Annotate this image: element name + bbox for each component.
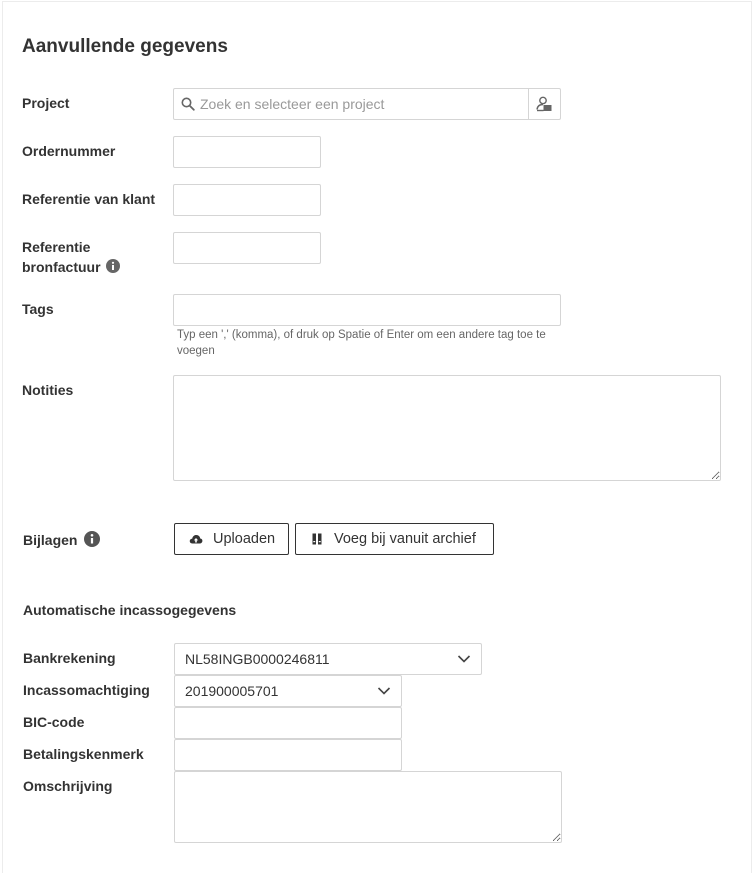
tags-label: Tags [22,301,54,317]
incasso-section-title: Automatische incassogegevens [23,602,237,618]
notities-textarea[interactable] [173,375,721,481]
bankrekening-value: NL58INGB0000246811 [185,651,330,667]
omschrijving-textarea[interactable] [174,771,562,843]
referentie-klant-label: Referentie van klant [22,191,156,207]
incassomachtiging-label: Incassomachtiging [23,682,150,698]
incassomachtiging-value: 201900005701 [185,683,279,699]
bankrekening-label: Bankrekening [23,650,116,666]
bijlagen-label: Bijlagen [23,532,78,548]
info-icon[interactable] [106,259,120,273]
incassomachtiging-select[interactable] [174,675,402,707]
referentie-bronfactuur-input[interactable] [173,232,321,264]
betalingskenmerk-label: Betalingskenmerk [23,746,144,762]
chevron-down-icon [457,654,471,664]
cloud-upload-icon [189,532,203,546]
betalingskenmerk-input[interactable] [174,739,402,771]
ordernummer-label: Ordernummer [22,143,116,159]
project-picker-icon [536,96,553,112]
ordernummer-input[interactable] [173,136,321,168]
tags-help-text: Typ een ',' (komma), of druk op Spatie of Enter om een andere tag toe te voegen [177,329,546,357]
archive-icon [310,532,324,546]
project-search[interactable] [173,88,561,120]
omschrijving-label: Omschrijving [23,778,113,794]
bic-code-label: BIC-code [23,714,85,730]
project-search-input[interactable] [200,89,530,119]
tags-input[interactable] [173,294,561,326]
bankrekening-select[interactable] [174,643,482,675]
info-icon[interactable] [84,531,100,547]
referentie-bronfactuur-label-line2: bronfactuur [22,259,101,275]
project-picker-button[interactable] [528,89,560,119]
upload-button[interactable] [174,523,289,555]
chevron-down-icon [377,686,391,696]
notities-label: Notities [22,382,74,398]
page-title: Aanvullende gegevens [22,36,228,57]
referentie-klant-input[interactable] [173,184,321,216]
add-from-archive-button[interactable] [295,523,494,555]
upload-button-label: Uploaden [213,531,276,547]
referentie-bronfactuur-label-line1: Referentie [22,239,91,255]
add-from-archive-label: Voeg bij vanuit archief [334,531,476,547]
search-icon [181,97,195,111]
bic-code-input[interactable] [174,707,402,739]
project-label: Project [22,95,70,111]
